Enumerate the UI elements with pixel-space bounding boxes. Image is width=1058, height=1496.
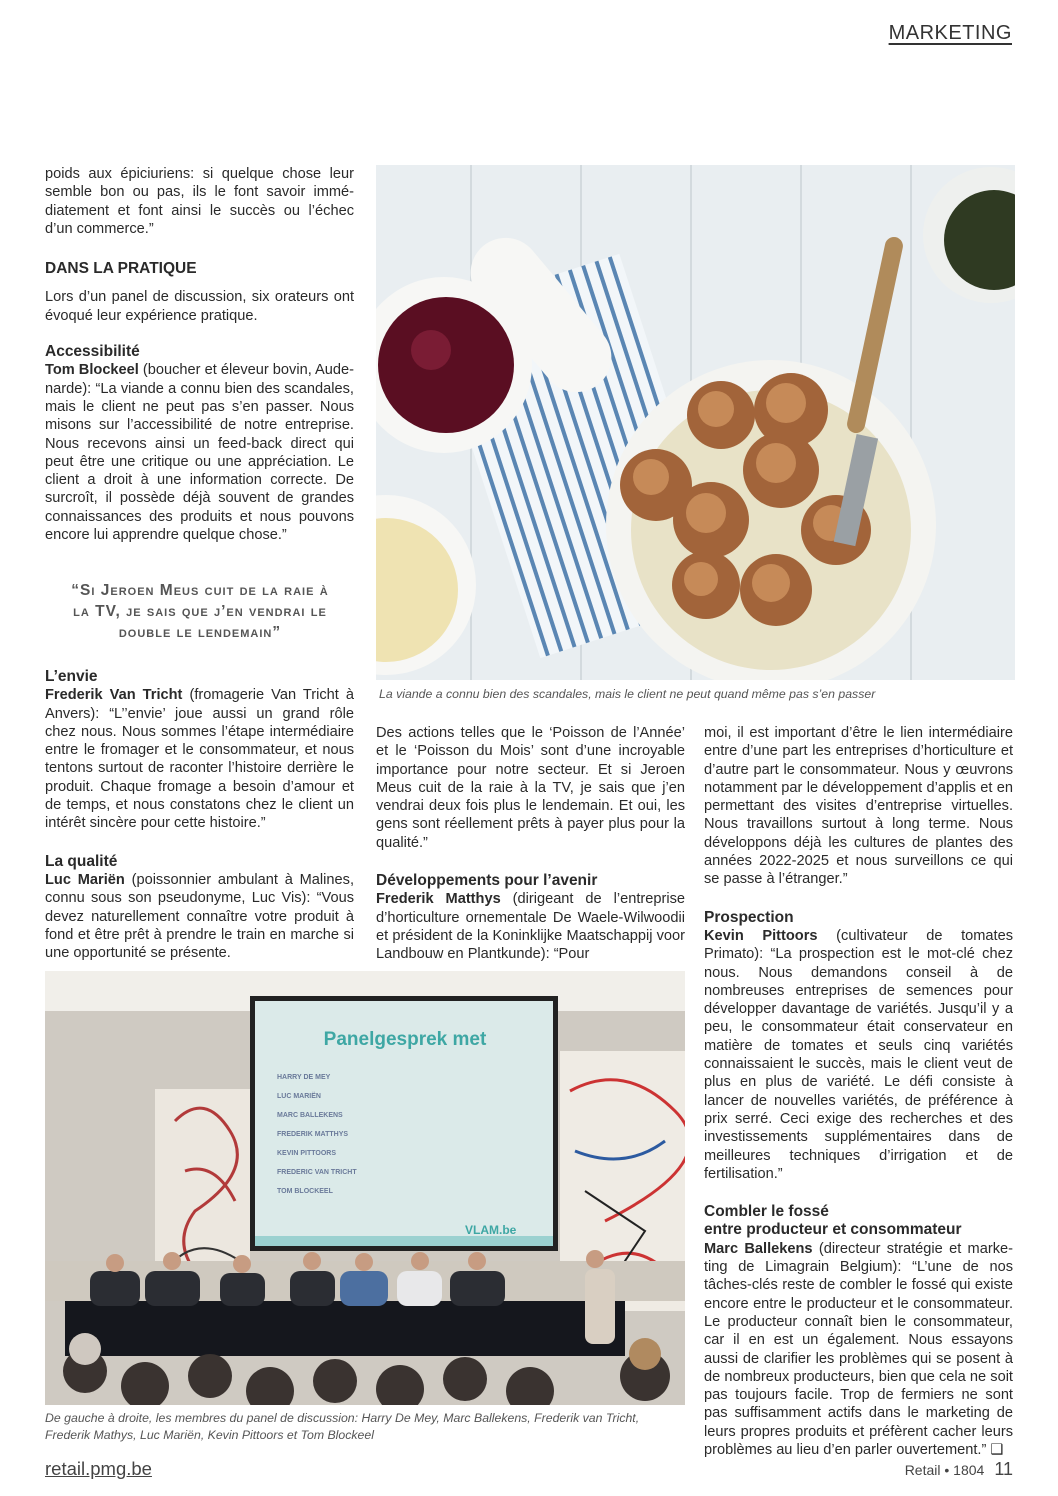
slide-logo: VLAM.be: [465, 1223, 517, 1237]
page-footer: [905, 1459, 1013, 1480]
qualite-heading: La qualité: [45, 852, 118, 870]
slide-name: KEVIN PITTOORS: [277, 1150, 336, 1157]
speaker-name: Marc Ballekens: [704, 1240, 813, 1257]
slide-name: TOM BLOCKEEL: [277, 1188, 333, 1195]
slide-name: FREDERIC VAN TRICHT: [277, 1169, 357, 1176]
food-photo-caption: La viande a connu bien des scandales, mais le client ne peut quand même pas s’en passer: [379, 687, 876, 701]
qualite-text: (poissonnier ambulant à Malines, connu sous son pseudonyme, Luc Vis): “Vous devez naturellement connaître votre produit à fond et être prêt à prendre le train en marche si une opportunité se présente.: [45, 871, 354, 962]
future-heading: Développements pour l’avenir: [376, 872, 598, 890]
slide-names: [277, 1068, 537, 1201]
right-paragraph: moi, il est important d’être le lien intermédiaire entre d’une part les entreprises d’horticulture et d’autre part le consommateur. Nous y œuvrons notamment par le développement d’applis et en permettant des visites d’entreprise virtuelles. Nous travaillons surtout à long terme. Nous développons déjà les cultures de plantes des années 2022-2025 et nous surveillons ce qui se passe à l’étranger.”: [704, 725, 1013, 888]
accessibility-text: (boucher et éleveur bovin, Audenarde): “La viande a connu bien des scandales, mais le client ne peut pas s’en passer. Nous misons sur l’accessibilité de notre entreprise. Nous recevons ainsi un feed-back direct qui peut être une critique ou une appréciation. Le client a droit à une information correcte. De surcroît, il possède déjà souvent de grandes connaissances des produits et nous pouvons encore lui apprendre quelque chose.”: [45, 362, 354, 544]
fosse-text: (directeur stratégie et marketing de Limagrain Belgium): “L’une de nos tâches-clés reste de combler le fossé qui existe encore entre le producteur et le consommateur. Le producteur connaît bien le consommateur, car il en est un également. Nous essayons aussi de clarifier les problèmes qui se posent à de nombreux producteurs, bien que cela ne soit pas toujours facile. Trop de fermiers ne sont pas suffisamment actifs dans le marketing de leurs propres produits et préfèrent cacher leurs problèmes au lieu d’en parler ouvertement.” ❑: [704, 1240, 1013, 1458]
prospection-paragraph: [704, 927, 1013, 1183]
slide-title: Panelgesprek met: [323, 1029, 487, 1050]
speaker-name: Tom Blockeel: [45, 362, 139, 379]
intro-paragraph: poids aux épiciuriens: si quelque chose leur semble bon ou pas, ils le font savoir immédiatement et font ainsi le succès ou l’échec d’un commerce.”: [45, 166, 354, 237]
middle-paragraph: Des actions telles que le ‘Poisson de l’Année’ et le ‘Poisson du Mois’ sont d’une incroyable importance pour notre secteur. Et si Jeroen Meus cuit de la raie à la TV, je sais que j’en vendrai deux fois plus le lendemain. Et oui, les gens sont réellement prêts à payer plus pour la qualité.”: [376, 725, 685, 851]
slide-name: HARRY DE MEY: [277, 1074, 331, 1081]
practice-paragraph: Lors d’un panel de discussion, six orateurs ont évoqué leur expérience pratique.: [45, 289, 354, 324]
slide-name: MARC BALLEKENS: [277, 1112, 343, 1119]
page-number: 11: [994, 1459, 1013, 1479]
qualite-paragraph: [45, 871, 354, 962]
speaker-name: Frederik Van Tricht: [45, 687, 183, 704]
slide-name: LUC MARIËN: [277, 1093, 321, 1100]
accessibility-heading: Accessibilité: [45, 343, 140, 361]
right-column: [704, 724, 1013, 1459]
fosse-paragraph: [704, 1240, 1013, 1460]
food-photo: [376, 165, 1015, 680]
future-text: (dirigeant de l’entreprise d’horticulture ornementale De Waele-Wilwoodii et président de la Koninklijke Maatschappij voor Landbouw en Plantkunde): “Pour: [376, 891, 685, 963]
prospection-heading: Prospection: [704, 908, 794, 926]
pull-quote: “Si Jeroen Meus cuit de la raie à la TV, je sais que j’en vendrai le double le lendemain”: [71, 582, 329, 641]
speaker-name: Kevin Pittoors: [704, 927, 818, 944]
slide-name: FREDERIK MATTHYS: [277, 1131, 349, 1138]
envie-text: (fromagerie Van Tricht à Anvers): “L’’envie’ joue aussi un grand rôle chez nous. Nous sommes l’étape intermédiaire entre le fromager et le consommateur, et nous tentons surtout de raconter l’histoire derrière le produit. Chaque fromage a besoin d’amour et de temps, et nous constatons chez le client un intérêt sincère pour cette histoire.”: [45, 687, 354, 832]
envie-paragraph: [45, 686, 354, 832]
fosse-heading-line2: entre producteur et consommateur: [704, 1221, 962, 1239]
left-column: [45, 165, 354, 544]
practice-heading: DANS LA PRATIQUE: [45, 260, 197, 278]
accessibility-paragraph: [45, 361, 354, 544]
panel-photo: [45, 971, 685, 1405]
middle-column: [376, 724, 685, 964]
prospection-text: (cultivateur de tomates Primato): “La prospection est le mot-clé chez nous. Nous demandons conseil à de nombreuses entreprises de semences pour développer davantage de variétés. Jusqu’il y a peu, le consommateur était conservateur en matière de tomates et seuls cinq variétés connaissaient le succès, mais le client veut de plus en plus de variété. Le défi consiste à lancer de nouvelles variétés, de préférence à prix serré. Ceci exige des recherches et des investissements supplémentaires dans de meilleures techniques d’irrigation et de fertilisation.”: [704, 927, 1013, 1182]
future-paragraph: [376, 890, 685, 963]
website-link[interactable]: retail.pmg.be: [45, 1458, 152, 1479]
section-label: MARKETING: [888, 22, 1012, 44]
issue-label: Retail • 1804: [904, 1462, 985, 1478]
left-column-lower: [45, 668, 354, 962]
speaker-name: Frederik Matthys: [376, 891, 501, 908]
panel-photo-caption: De gauche à droite, les membres du panel de discussion: Harry De Mey, Marc Ballekens, Frederik van Tricht, Frederik Mathys, Luc Mariën, Kevin Pittoors et Tom Blockeel: [45, 1411, 640, 1442]
fosse-heading-line1: Combler le fossé: [704, 1203, 829, 1221]
envie-heading: L’envie: [45, 668, 98, 685]
speaker-name: Luc Mariën: [45, 871, 125, 888]
